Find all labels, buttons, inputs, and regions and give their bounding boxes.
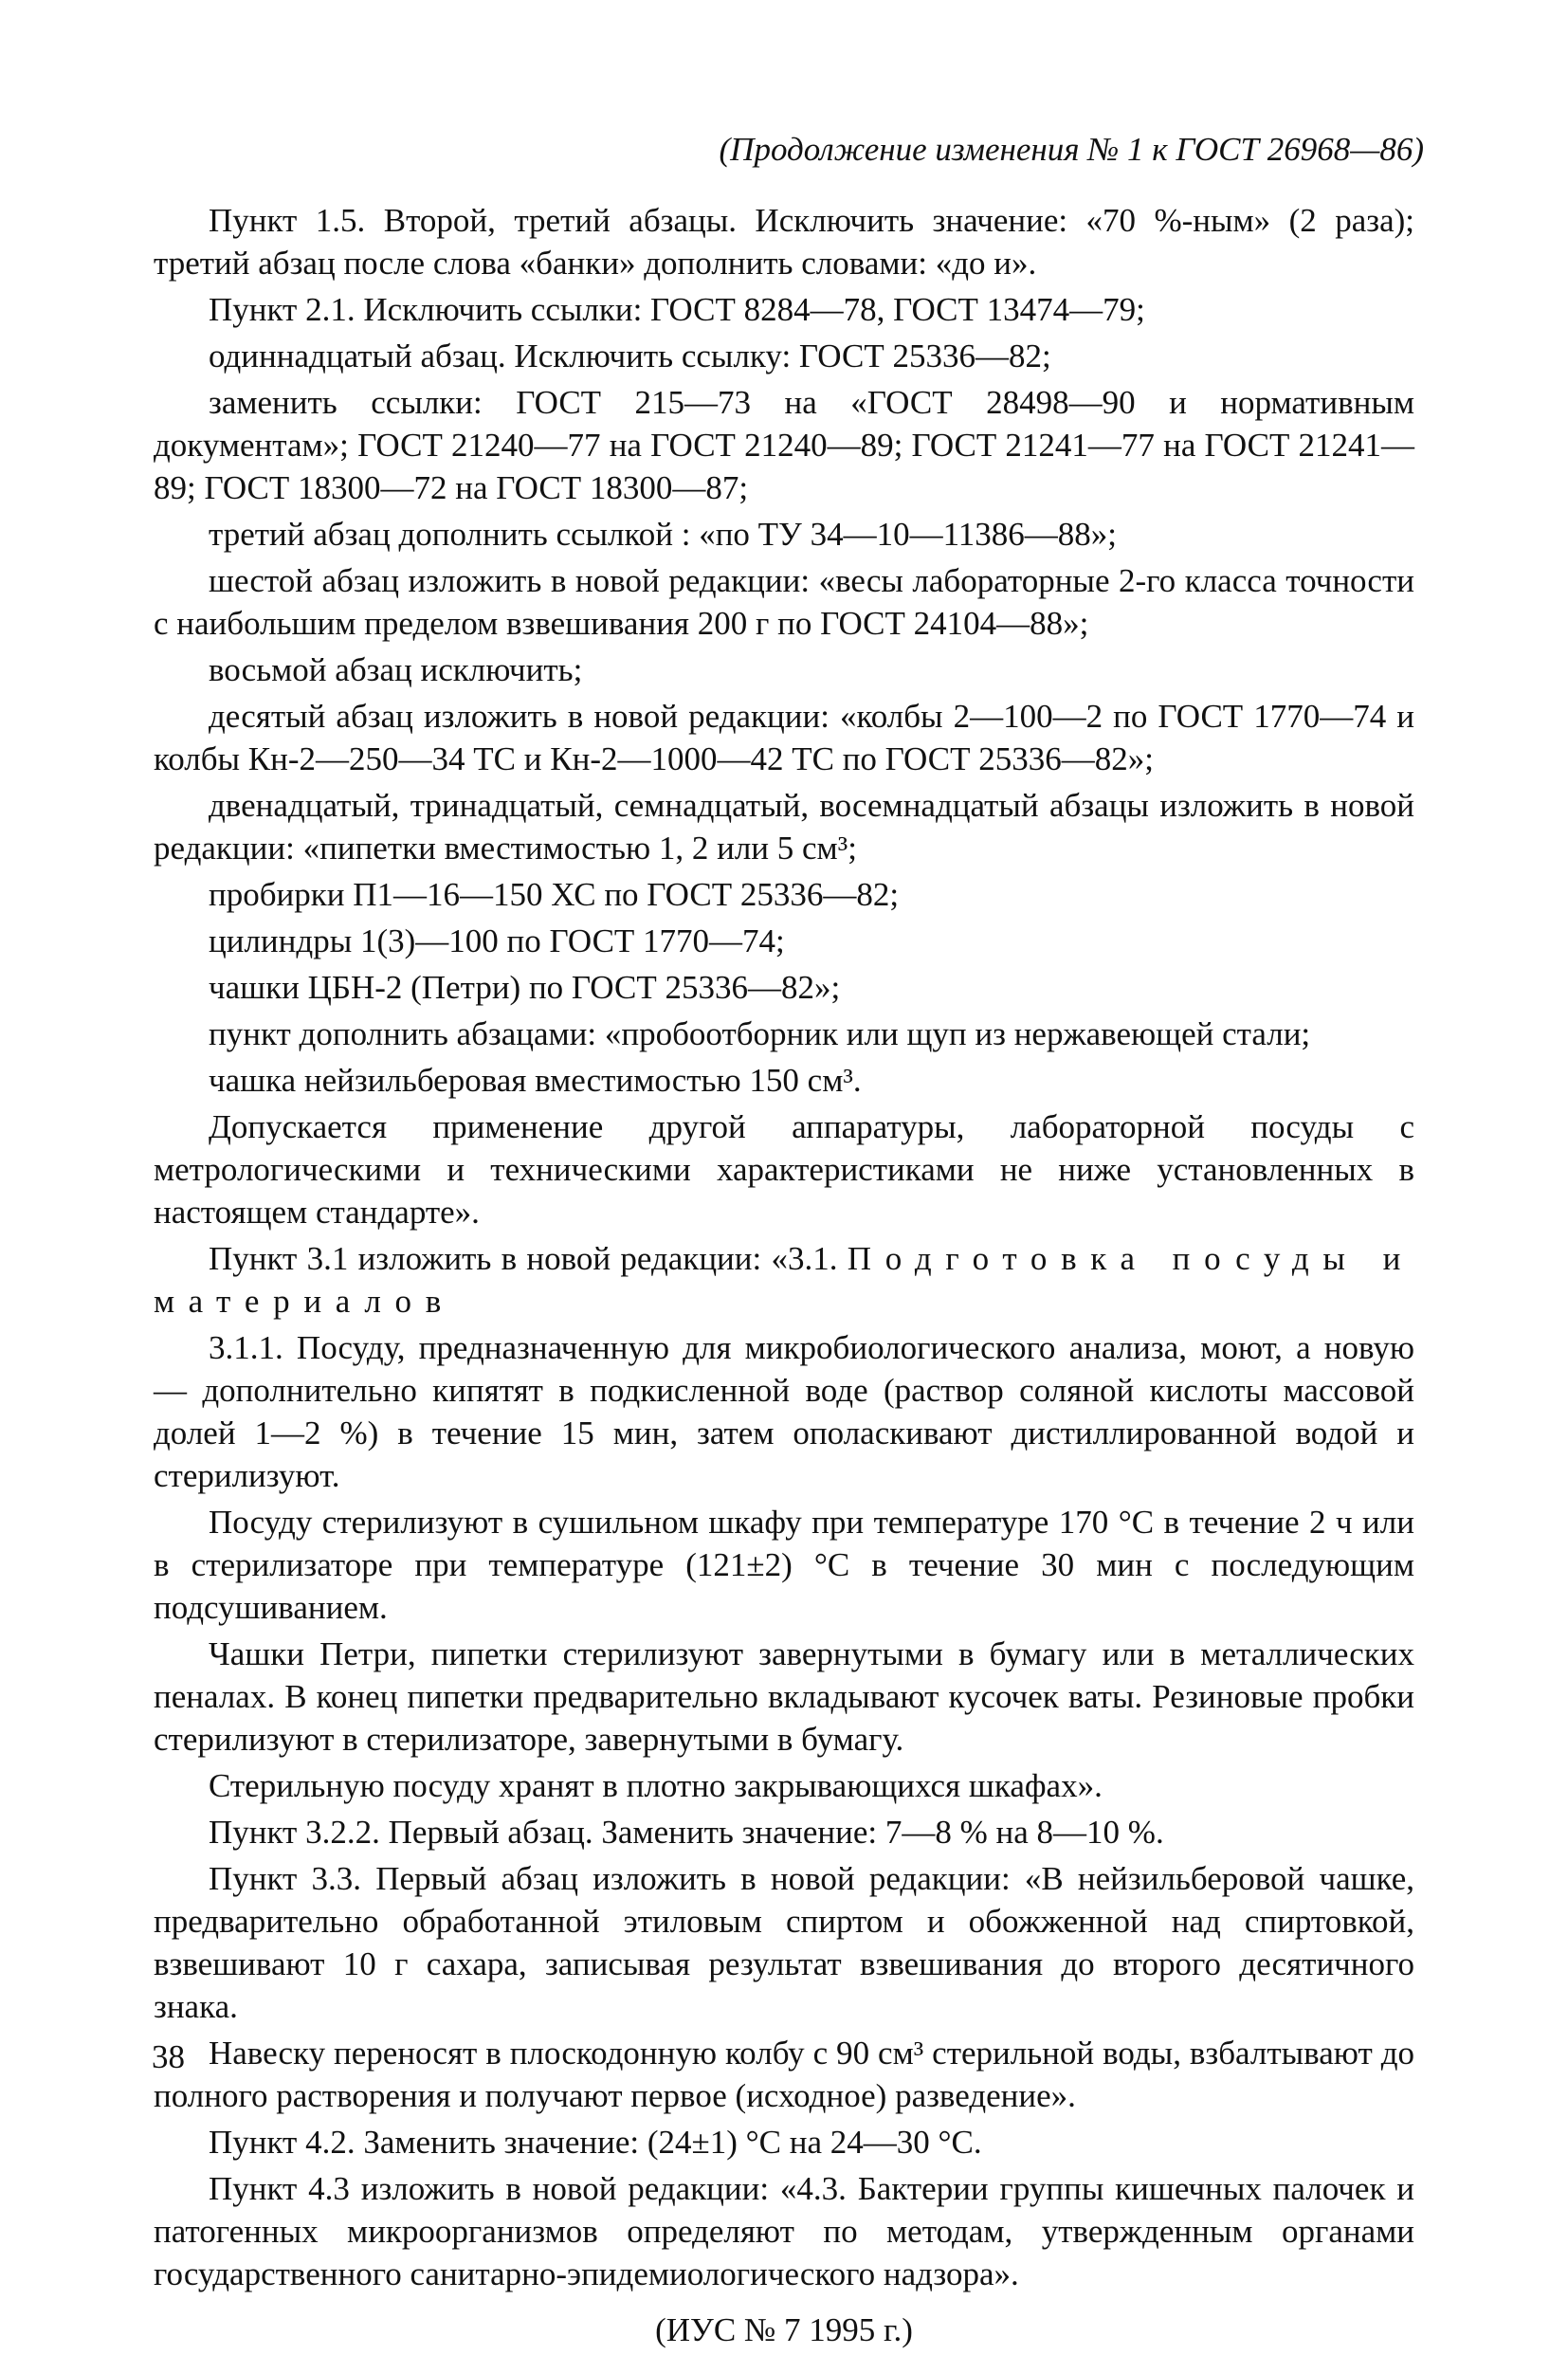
- paragraph: [154, 1237, 1414, 1323]
- paragraph: чашки ЦБН-2 (Петри) по ГОСТ 25336—82»;: [209, 969, 841, 1006]
- paragraph: Допускается применение другой аппаратуры, лабораторной посуды с метрологическими и техническими характеристиками не ниже установленных в настоящем стандарте».: [154, 1108, 1414, 1231]
- paragraph: пробирки П1—16—150 ХС по ГОСТ 25336—82;: [209, 876, 900, 913]
- section-heading: Подготовка посуды и материалов: [154, 1240, 1415, 1320]
- paragraph: Пункт 4.3 изложить в новой редакции: «4.3. Бактерии группы кишечных палочек и патогенных микроорганизмов определяют по методам, утвержденным органами государственного санитарно-эпидемиологического надзора».: [154, 2170, 1414, 2292]
- paragraph: Стерильную посуду хранят в плотно закрывающихся шкафах».: [209, 1767, 1103, 1804]
- paragraph: одиннадцатый абзац. Исключить ссылку: ГОСТ 25336—82;: [209, 338, 1051, 374]
- paragraph: десятый абзац изложить в новой редакции: «колбы 2—100—2 по ГОСТ 1770—74 и колбы Кн-2—250—34 ТС и Кн-2—1000—42 ТС по ГОСТ 25336—82»;: [154, 698, 1414, 777]
- paragraph: Посуду стерилизуют в сушильном шкафу при температуре 170 °С в течение 2 ч или в стерилизаторе при температуре (121±2) °С в течение 30 мин с последующим подсушиванием.: [154, 1504, 1414, 1626]
- paragraph: 3.1.1. Посуду, предназначенную для микробиологического анализа, моют, а новую — дополнительно кипятят в подкисленной воде (раствор соляной кислоты массовой долей 1—2 %) в течение 15 мин, затем ополаскивают дистиллированной водой и стерилизуют.: [154, 1329, 1414, 1494]
- paragraph: двенадцатый, тринадцатый, семнадцатый, восемнадцатый абзацы изложить в новой редакции: «пипетки вместимостью 1, 2 или 5 см³;: [154, 787, 1414, 867]
- document-body: [154, 199, 1414, 2355]
- paragraph: чашка нейзильберовая вместимостью 150 см³.: [209, 1062, 862, 1099]
- paragraph: третий абзац дополнить ссылкой : «по ТУ 34—10—11386—88»;: [209, 516, 1118, 553]
- paragraph: Пункт 3.2.2. Первый абзац. Заменить значение: 7—8 % на 8—10 %.: [209, 1814, 1164, 1851]
- paragraph-lead: Пункт 3.1 изложить в новой редакции: «3.1.: [209, 1240, 838, 1277]
- footer-note: (ИУС № 7 1995 г.): [655, 2311, 913, 2348]
- paragraph: Пункт 4.2. Заменить значение: (24±1) °С на 24—30 °С.: [209, 2124, 982, 2161]
- paragraph: заменить ссылки: ГОСТ 215—73 на «ГОСТ 28498—90 и нормативным документам»; ГОСТ 21240—77 на ГОСТ 21240—89; ГОСТ 21241—77 на ГОСТ 21241—89; ГОСТ 18300—72 на ГОСТ 18300—87;: [154, 384, 1414, 506]
- paragraph: Пункт 3.3. Первый абзац изложить в новой редакции: «В нейзильберовой чашке, предварительно обработанной этиловым спиртом и обожженной над спиртовкой, взвешивают 10 г сахара, записывая результат взвешивания до второго десятичного знака.: [154, 1860, 1414, 2025]
- paragraph: Пункт 2.1. Исключить ссылки: ГОСТ 8284—78, ГОСТ 13474—79;: [209, 291, 1145, 328]
- page-header: (Продолжение изменения № 1 к ГОСТ 26968—86): [719, 131, 1424, 168]
- paragraph: Чашки Петри, пипетки стерилизуют завернутыми в бумагу или в металлических пеналах. В конец пипетки предварительно вкладывают кусочек ваты. Резиновые пробки стерилизуют в стерилизаторе, завернутыми в бумагу.: [154, 1635, 1414, 1758]
- paragraph: Навеску переносят в плоскодонную колбу с 90 см³ стерильной воды, взбалтывают до полного растворения и получают первое (исходное) разведение».: [154, 2035, 1414, 2114]
- paragraph: восьмой абзац исключить;: [209, 651, 583, 688]
- paragraph: Пункт 1.5. Второй, третий абзацы. Исключить значение: «70 %-ным» (2 раза); третий абзац после слова «банки» дополнить словами: «до и».: [154, 202, 1414, 282]
- page-number: 38: [152, 2038, 185, 2075]
- paragraph: цилиндры 1(3)—100 по ГОСТ 1770—74;: [209, 922, 785, 959]
- paragraph: пункт дополнить абзацами: «пробоотборник или щуп из нержавеющей стали;: [209, 1015, 1311, 1052]
- paragraph: шестой абзац изложить в новой редакции: «весы лабораторные 2-го класса точности с наибольшим пределом взвешивания 200 г по ГОСТ 24104—88»;: [154, 562, 1414, 642]
